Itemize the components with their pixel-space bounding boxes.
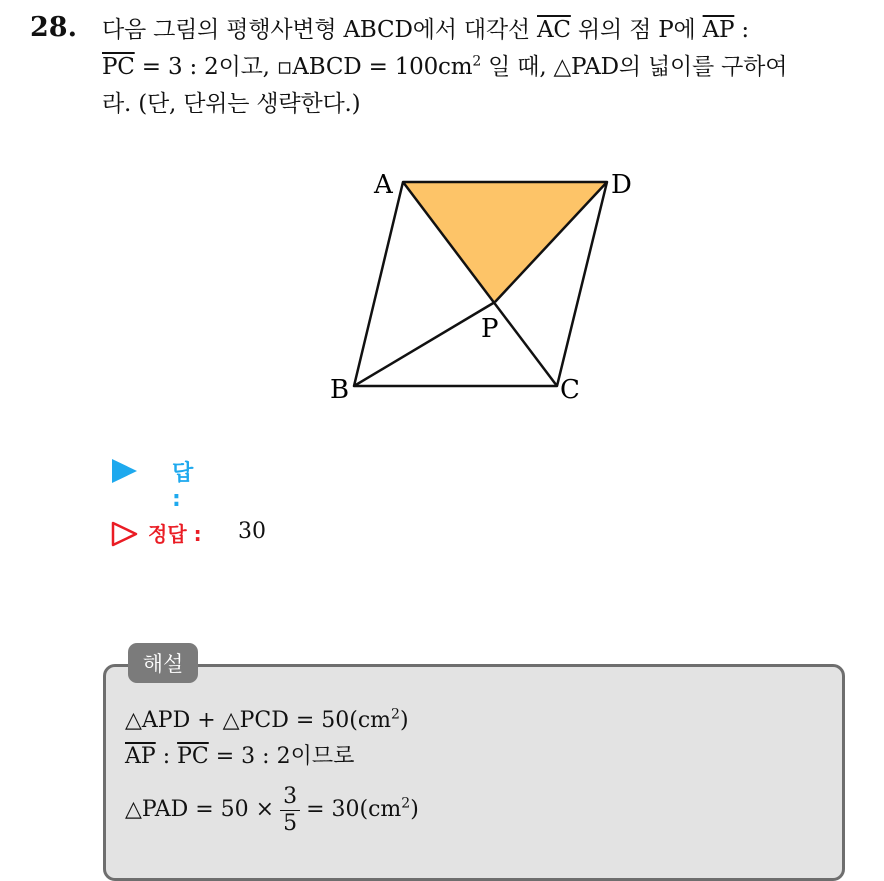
segment-ap: $\overline{AP}$ [702, 17, 735, 43]
triangle-symbol: △ [553, 54, 572, 80]
parallelogram-figure [320, 155, 650, 415]
correct-answer-row [108, 518, 408, 552]
question-line-3: 라. (단, 단위는 생략한다.) [102, 91, 361, 117]
segment-bp [354, 302, 495, 386]
question-line-1: 다음 그림의 평행사변형 ABCD에서 대각선 $\overline{AC}$ 위의 점 P에 $\overline{AP}$ : [102, 17, 749, 43]
correct-answer-label: 정답 : [148, 522, 202, 546]
correct-answer-value: 30 [238, 519, 266, 544]
segment-pc: $\overline{PC}$ [102, 54, 135, 80]
label-b: B [330, 375, 350, 405]
square-symbol: ▫ [276, 54, 293, 80]
triangle-pad-fill [403, 182, 607, 302]
play-arrow-icon [110, 457, 140, 487]
label-d: D [611, 170, 632, 200]
solution-line-1: △APD + △PCD = $50(cm^2)$ [125, 706, 409, 733]
segment-ac: $\overline{AC}$ [537, 17, 571, 43]
label-p: P [481, 314, 499, 344]
question-number: 28. [30, 12, 77, 43]
fraction-3-5: $\frac{3}{5}$ [280, 784, 300, 837]
solution-tag: 해설 [128, 643, 198, 683]
solution-content [125, 703, 419, 841]
question-line-2: $\overline{PC} = 3$ : 2이고, ▫ABCD = $100cm^2$ 일 때, △PAD의 넓이를 구하여 [102, 53, 788, 80]
answer-label: 답 : [172, 461, 194, 512]
outline-arrow-icon [110, 520, 140, 550]
label-c: C [560, 375, 580, 405]
parallelogram-diagram [320, 155, 650, 415]
label-a: A [374, 170, 393, 200]
solution-line-3: △PAD = 50 × $\frac{3}{5}$ = $30(cm^2)$ [125, 783, 419, 836]
question-text [102, 12, 872, 123]
solution-line-2: $\overline{AP}$ : $\overline{PC} = 3$ : 2이므로 [125, 744, 355, 769]
